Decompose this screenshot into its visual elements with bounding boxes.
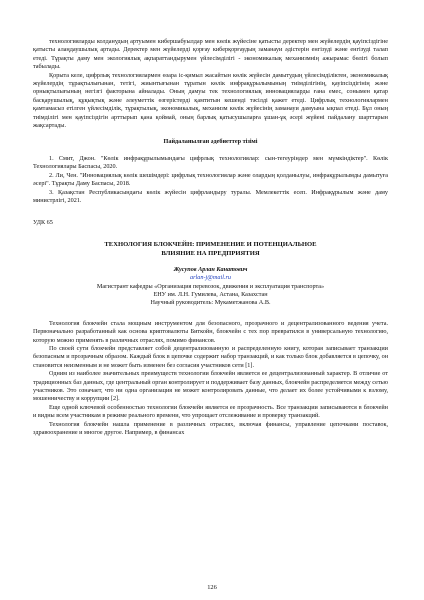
references-title: Пайдаланылған әдебиеттер тізімі (163, 138, 258, 146)
paragraph: технологияларды колданудың артуымен кибершабуылдар мен көлік жүйесіне қатысты деректер мен жүйелердің қауіпсіздігіне қатысты алаңдаушылық артады. Деректер мен жүйелерді қорғау киберқорғаудың заманауи әдістерін енгізуді және енгізуді талап етеді. Тұрақты даму мен экологиялық ақпараттандырумен үйлесімділігі - экономикалық механизмнің ажырамас бөлігі болып табылады. (33, 38, 388, 71)
paragraph: Қорыта келе, цифрлық технологиялармен өзара іс-қимыл жасайтын көлік жүйесін дамытудың үйлесімділіктен, экономикалық жүйелердің тұрақтылығынан, тетігі, жиынтығынан тұратын көлік инфрақұрылымының тиімділігінің, қауіпсіздігінің және орнықтылығының негізгі факторына айналады. Оның дамуы тек технологиялық инновацияларды ғана емес, сонымен қатар басқарушылық, құқықтық және әлеуметтік өзгерістерді қамтитын кешенді тәсілді қажет етеді. Цифрлық технологиялармен қамтамасыз етілген үйлесімділік, тұрақтылық, экономикалық, механизм көлік жүйесінің заманауи дамуына ықпал етеді. Бұл оның тиімділігі мен қауіпсіздігін арттырып қана қоймай, оның барлық қатысушыларға ұшан-ұқ әсері жүйені пайдалану шарттарын жақсартады. (33, 71, 388, 130)
supervisor: Научный руководитель: Мукаметжанова А.В. (150, 299, 271, 307)
reference-item: 1. Смит, Джон. "Көлік инфрақұрылымындағы цифрлық технологиялар: сын-тегеуріндер мен мүмкіндіктер". Көлік Технологиялары Баспасы, 2020. (33, 154, 388, 171)
author-name: Жусупов Арлан Канатович (173, 265, 248, 273)
paragraph: Еще одной ключевой особенностью технологии блокчейн является ее прозрачность. Все транзакции записываются в блокчейн и видны всем участникам в режиме реального времени, что упрощает отслеживание и проверку транзакций. (33, 403, 388, 420)
article-title (33, 240, 388, 258)
paragraph: По своей сути блокчейн представляет собой децентрализованную и распределенную книгу, которая записывает транзакции безопасным и прозрачным образом. Каждый блок в цепочке содержит набор транзакций, и как только блок добавляется в цепочку, он становится неизменным и не может быть изменен без согласия участников сети [1]. (33, 344, 388, 369)
reference-item: 3. Қазақстан Республикасындағы көлік жүйесін цифрландыру туралы. Мемлекеттік есеп. Инфрақұрылым және даму министрлігі, 2021. (33, 188, 388, 204)
udc-code: УДК 65 (33, 219, 53, 227)
page-content (33, 38, 388, 437)
paragraph: Одним из наиболее значительных преимуществ технологии блокчейн является ее децентрализованный характер. В отличие от традиционных баз данных, где центральный орган контролирует и поддерживает базу данных, блокчейн распределяется между сетью участников. Это означает, что ни одна организация не может контролировать данные, что делает их более устойчивыми к взлому, мошенничеству и коррупции [2]. (33, 370, 388, 403)
author-affiliation: Магистрант кафедры «Организация перевозок, движения и эксплуатация транспорта» (96, 282, 325, 290)
reference-item: 2. Ли, Чен. "Инновациялық көлік шешімдері: цифрлық технологиялар және олардың қолданылуы, инфрақұрылымды дамытуға әсері". Тұрақты Даму Баспасы, 2018. (33, 171, 388, 188)
article-title-line: ВЛИЯНИЕ НА ПРЕДПРИЯТИЯ (161, 249, 260, 257)
paragraph: Технология блокчейн стала мощным инструментом для безопасного, прозрачного и децентрализованного ведения учета. Первоначально разработанный как основа криптовалюты Биткойн, блокчейн с тех пор превратился в универсальную технологию, которую можно применять в различных отраслях, помимо финансов. (33, 319, 388, 344)
article-title-line: ТЕХНОЛОГИЯ БЛОКЧЕЙН: ПРИМЕНЕНИЕ И ПОТЕНЦИАЛЬНОЕ (104, 240, 317, 248)
author-university: ЕНУ им. Л.Н. Гумилева, Астана, Казахстан (153, 290, 268, 298)
author-email: arlan-j@mail.ru (190, 274, 231, 282)
paragraph: Технология блокчейн нашла применение в различных отраслях, включая финансы, управление цепочками поставок, здравоохранение и многое другое. Например, в финансах (33, 420, 388, 437)
article-body (33, 320, 388, 438)
page-number: 126 (207, 584, 217, 591)
